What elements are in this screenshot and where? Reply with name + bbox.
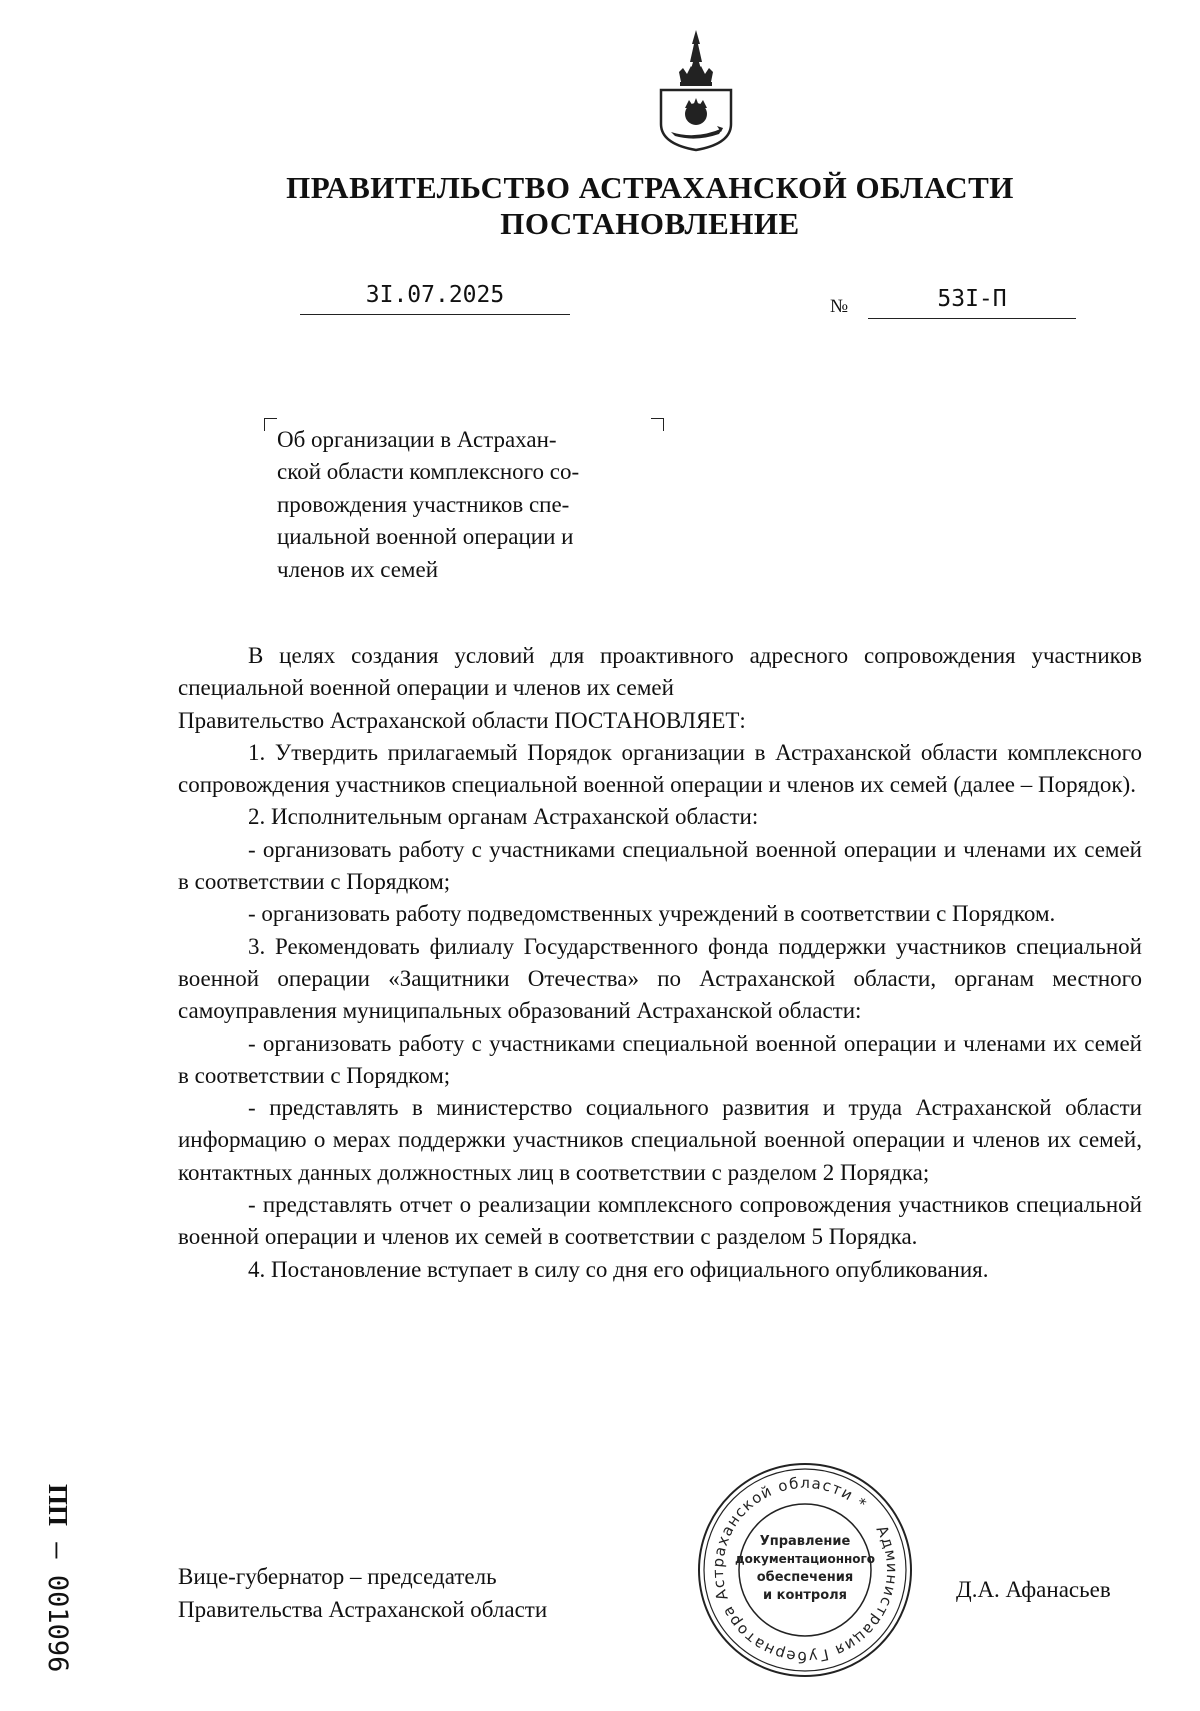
item-3-sub-1: - организовать работу с участниками специальной военной операции и членами их семей в соответствии с Порядком; <box>178 1030 1142 1088</box>
item-3-sub-2: - представлять в министерство социального развития и труда Астраханской области информацию о мерах поддержки участников специальной военной операции и членов их семей, контактных данных должностных лиц в соответствии с разделом 2 Порядка; <box>178 1095 1142 1185</box>
subject-bracket-left <box>264 418 277 431</box>
item-4-paragraph: 4. Постановление вступает в силу со дня его официального опубликования. <box>248 1256 989 1282</box>
document-body <box>178 640 1142 1286</box>
form-serial: 001096 <box>42 1574 73 1673</box>
number-sign: № <box>830 296 849 317</box>
stamp-ring-text: Администрация Губернатора Астраханской области * <box>708 1473 902 1667</box>
item-3-paragraph: 3. Рекомендовать филиалу Государственного фонда поддержки участников специальной военной операции «Защитники Отечества» по Астраханской области, органам местного самоуправления муниципальных образований Астраханской области: <box>178 933 1142 1024</box>
subject-line: Об организации в Астрахан- <box>277 427 557 452</box>
document-type: ПОСТАНОВЛЕНИЕ <box>500 206 800 241</box>
item-2-paragraph: 2. Исполнительным органам Астраханской области: <box>248 804 759 830</box>
stamp-center-line: Управление <box>759 1534 851 1549</box>
resolution-paragraph: Правительство Астраханской области ПОСТАНОВЛЯЕТ: <box>178 707 746 733</box>
form-series: ПП <box>43 1484 73 1527</box>
signatory-name: Д.А. Афанасьев <box>956 1577 1111 1602</box>
government-title: ПРАВИТЕЛЬСТВО АСТРАХАНСКОЙ ОБЛАСТИ <box>286 170 1014 205</box>
form-serial-number <box>29 1484 73 1673</box>
subject-line: ской области комплексного со- <box>277 459 580 485</box>
subject-line: членов их семей <box>277 556 438 582</box>
coat-of-arms-icon <box>653 28 739 152</box>
item-3-sub-3: - представлять отчет о реализации комплексного сопровождения участников специальной военной операции и членов их семей в соответствии с разделом 5 Порядка. <box>178 1192 1142 1250</box>
official-stamp-icon <box>694 1459 916 1681</box>
stamp-center-line: и контроля <box>762 1588 848 1603</box>
item-1-paragraph: 1. Утвердить прилагаемый Порядок организации в Астраханской области комплексного сопровождения участников специальной военной операции и членов их семей (далее – Порядок). <box>178 739 1142 798</box>
signatory-title-line: Правительства Астраханской области <box>178 1596 548 1622</box>
stamp-center-line: обеспечения <box>756 1570 854 1585</box>
subject-bracket-right <box>651 418 664 431</box>
signatory-title-line: Вице-губернатор – председатель <box>178 1564 497 1589</box>
stamp-center-line: документационного <box>734 1552 876 1566</box>
subject-line: провождения участников спе- <box>277 491 570 517</box>
subject-block <box>277 424 647 586</box>
item-2-sub-2: - организовать работу подведомственных учреждений в соответствии с Порядком. <box>248 901 1056 927</box>
preamble-paragraph: В целях создания условий для проактивного адресного сопровождения участников специальной военной операции и членов их семей <box>178 643 1142 701</box>
item-2-sub-1: - организовать работу с участниками специальной военной операции и членами их семей в соответствии с Порядком; <box>178 836 1142 895</box>
form-dash: – <box>42 1542 73 1559</box>
signatory-title <box>178 1561 547 1626</box>
document-date: 3I.07.2025 <box>300 282 570 315</box>
document-number: 53I-П <box>868 286 1076 319</box>
subject-line: циальной военной операции и <box>277 524 574 550</box>
